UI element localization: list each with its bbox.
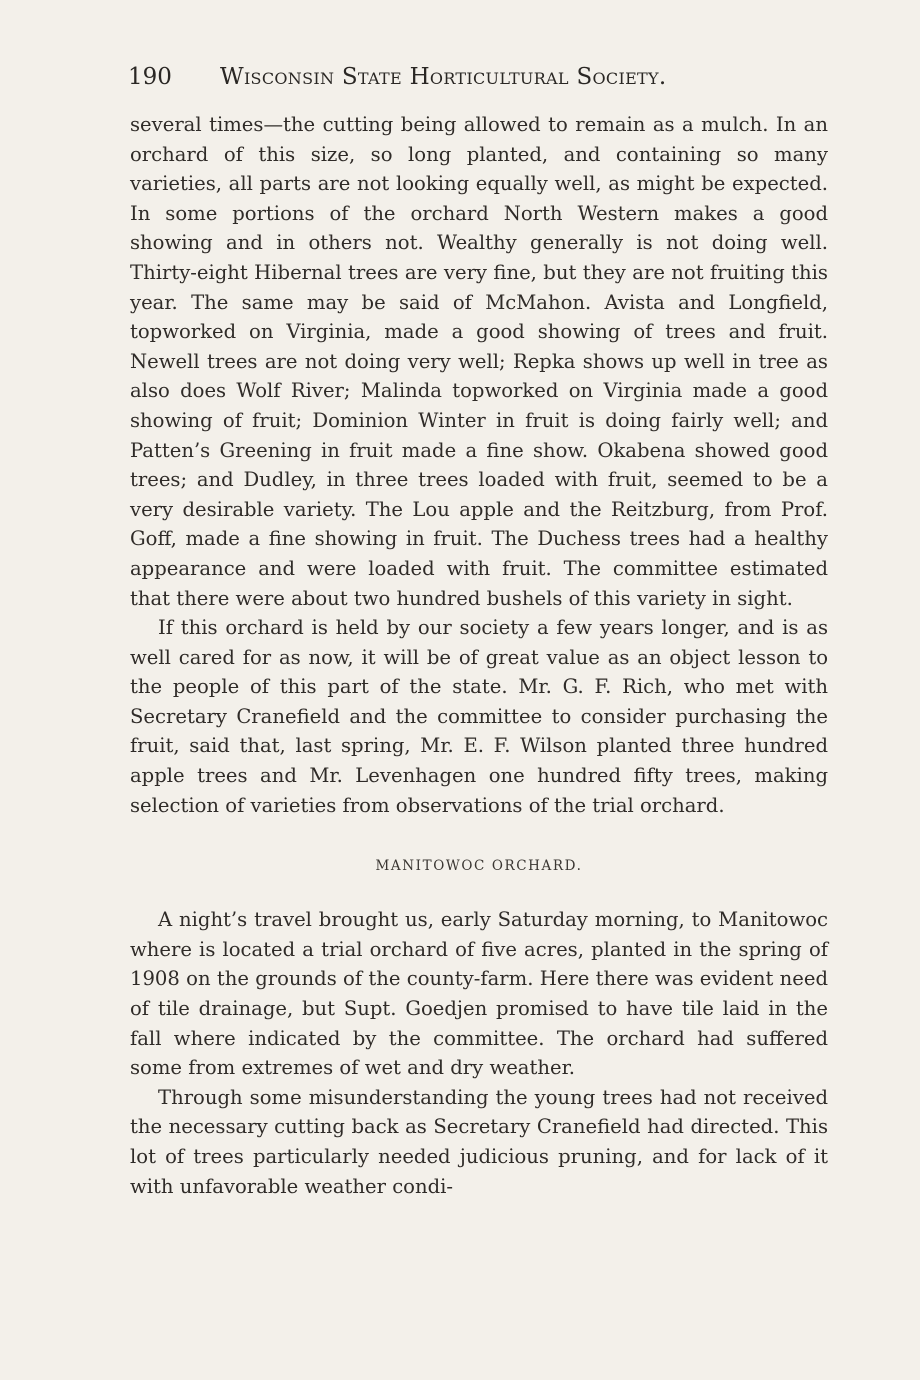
page-number: 190 — [128, 64, 172, 90]
paragraph: If this orchard is held by our society a few years longer, and is as well cared for as now, it will be of great value as an object lesson to the people of this part of the state. Mr. G. F. Rich, who met with Secretary Cranefield and the committee to consider purchasing the fruit, said that, last spring, Mr. E. F. Wilson planted three hundred apple trees and Mr. Levenhagen one hundred fifty trees, making selection of varieties from observations of the trial orchard. — [130, 616, 828, 817]
section-heading: MANITOWOC ORCHARD. — [375, 858, 583, 875]
body-text — [130, 110, 828, 1201]
continued-paragraph: several times—the cutting being allowed to remain as a mulch. In an orchard of this size, so long planted, and containing so many varieties, all parts are not looking equally well, as might be expected. In some portions of the orchard North Western makes a good showing and in others not. Wealthy generally is not doing well. Thirty-eight Hibernal trees are very fine, but they are not fruiting this year. The same may be said of McMahon. Avista and Longfield, topworked on Virginia, made a good showing of trees and fruit. Newell trees are not doing very well; Repka shows up well in tree as also does Wolf River; Malinda topworked on Virginia made a good showing of fruit; Dominion Winter in fruit is doing fairly well; and Patten’s Greening in fruit made a fine show. Okabena showed good trees; and Dudley, in three trees loaded with fruit, seemed to be a very desirable variety. The Lou apple and the Reitzburg, from Prof. Goff, made a fine showing in fruit. The Duchess trees had a healthy appearance and were loaded with fruit. The committee estimated that there were about two hundred bushels of this variety in sight. — [130, 113, 828, 610]
paragraph: Through some misunderstanding the young trees had not received the necessary cutting back as Secretary Cranefield had directed. This lot of trees particularly needed judicious pruning, and for lack of it with unfavorable weather condi- — [130, 1085, 828, 1198]
running-title: Wisconsin State Horticultural Society. — [220, 64, 667, 90]
paragraph: A night’s travel brought us, early Saturday morning, to Manitowoc where is located a trial orchard of five acres, planted in the spring of 1908 on the grounds of the county-farm. Here there was evident need of tile drainage, but Supt. Goedjen promised to have tile laid in the fall where indicated by the committee. The orchard had suffered some from extremes of wet and dry weather. — [130, 908, 828, 1080]
running-head — [128, 62, 798, 92]
